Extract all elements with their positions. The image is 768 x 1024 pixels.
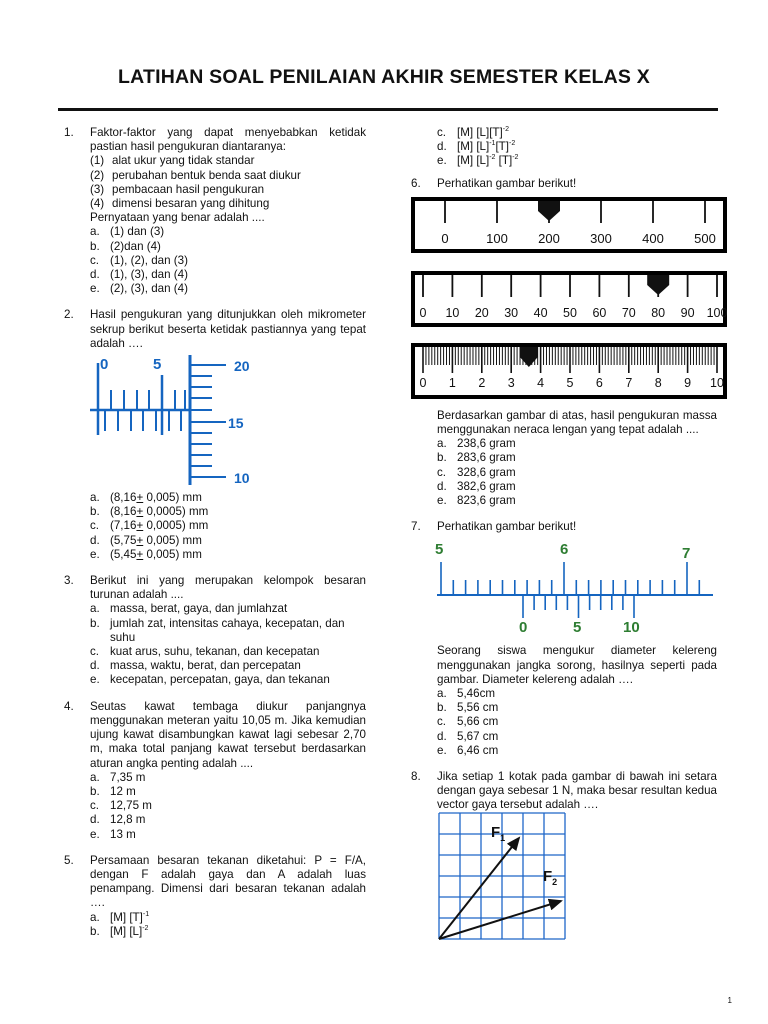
option-a: a. 7,35 m [90,770,146,784]
vector-f1-label: $F_1$ [491,823,506,843]
option-e: e. 6,46 cm [437,743,499,757]
option-e: e. kecepatan, percepatan, gaya, dan tekanan [90,673,330,687]
scale-label: 200 [538,230,560,246]
option-b: b. (2)dan (4) [90,239,161,253]
scale-label: 0 [419,305,427,320]
option-c: c. (7,16+ 0,0005) mm [90,519,209,533]
main-scale-label: 7 [682,545,691,563]
question-stem: Hasil pengukuran yang ditunjukkan oleh mikrometer sekrup berikut beserta ketidak pastiannya yang tepat adalah …. [90,308,366,350]
option-e: e. (2), (3), dan (4) [90,282,188,296]
question-stem: Jika setiap 1 kotak pada gambar di bawah ini setara dengan gaya sebesar 1 N, maka besar resultan kedua vector gaya tersebut adalah …. [437,770,717,812]
option-list [437,437,717,508]
scale-label: 20 [474,305,489,320]
question-8 [411,770,717,947]
question-number: 2. [64,308,74,322]
option-a: a. (1) dan (3) [90,225,165,239]
option-c: c. kuat arus, suhu, tekanan, dan kecepatan [90,645,320,659]
scale-label: 70 [621,305,636,320]
option-c: c. (1), (2), dan (3) [90,253,188,267]
left-column [64,126,366,951]
scale-label: 10 [445,305,460,320]
beam-scale-3 [411,343,727,399]
option-list [90,602,366,687]
statement-list [90,154,366,211]
scale-label: 0 [441,230,449,246]
option-list [437,687,717,758]
scale-label: 7 [625,375,633,390]
option-d: d. 382,6 gram [437,479,516,493]
statement: (2) perubahan bentuk benda saat diukur [90,168,301,182]
scale-label: 2 [478,375,486,390]
vector-f2-arrow [439,901,561,939]
question-2 [64,308,366,562]
option-list [90,491,366,562]
option-a: a. 5,46cm [437,687,496,701]
sleeve-label: 5 [153,356,162,374]
question-4 [64,700,366,842]
micrometer-figure [90,355,270,485]
triple-beam-balance-figure [411,195,729,403]
question-number: 6. [411,176,421,190]
main-scale-label: 6 [560,541,569,559]
vernier-scale [523,595,634,618]
question-7 [411,520,717,758]
question-number: 7. [411,520,421,534]
option-b: b. [M] $[L]^{-2}$ [90,924,149,938]
scale-label: 8 [654,375,662,390]
scale-label: 10 [710,375,724,390]
scale-label: 0 [419,375,427,390]
option-c: c. 12,75 m [90,799,152,813]
option-c: c. 328,6 gram [437,465,516,479]
vernier-caliper-figure [437,538,717,638]
question-stem: Persamaan besaran tekanan diketahui: P = F/A, dengan F adalah gaya dan A adalah luas penampang. Dimensi dari besaran tekanan adalah …. [90,853,366,910]
scale-label: 3 [507,375,515,390]
beam-scale-1 [411,197,727,253]
scale-label: 40 [533,305,548,320]
question-6 [411,176,728,509]
scale-label: 5 [566,375,574,390]
option-d: d. 12,8 m [90,813,146,827]
page-title: LATIHAN SOAL PENILAIAN AKHIR SEMESTER KELAS X [118,66,650,88]
scale-label: 100 [486,230,508,246]
question-stem: Faktor-faktor yang dapat menyebabkan ketidak pastian hasil pengukuran diantaranya: [90,126,366,154]
main-scale [441,562,699,595]
vernier-scale-label: 0 [519,619,528,637]
question-1 [64,126,366,296]
question-stem: Seutas kawat tembaga diukur panjangnya menggunakan meteran yaitu 10,05 m. Jika kemudian ujung kawat disambungkan kawat lagi sebesar 2,70 m, maka total panjang kawat tersebut berdasarkan aturan angka penting adalah .... [90,699,366,770]
scale-label: 60 [592,305,607,320]
option-c: c. [M] $[L][T]^{-2}$ [437,126,509,139]
vernier-scale-label: 10 [623,619,640,637]
thimble-label: 15 [228,415,244,432]
vernier-scale-label: 5 [573,619,582,637]
scale-label: 80 [651,305,666,320]
option-c: c. 5,66 cm [437,715,499,729]
question-number: 8. [411,770,421,784]
force-vector-grid-figure [437,817,577,947]
question-prompt: Pernyataan yang benar adalah .... [90,211,265,225]
option-b: b. jumlah zat, intensitas cahaya, kecepatan, dan suhu [90,616,345,644]
option-d: d. (1), (3), dan (4) [90,268,188,282]
option-list [90,911,366,939]
option-b: b. 283,6 gram [437,451,516,465]
page-number: 1 [727,996,732,1005]
vector-f2-label: $F_2$ [543,867,558,887]
main-scale-label: 5 [435,541,444,559]
question-prompt: Berdasarkan gambar di atas, hasil pengukuran massa menggunakan neraca lengan yang tepat adalah .... [437,408,717,437]
title-rule [58,108,718,111]
option-d: d. 5,67 cm [437,729,499,743]
option-e: e. 13 m [90,827,136,841]
sleeve-label: 0 [100,356,109,374]
option-d: d. (5,75+ 0,005) mm [90,533,202,547]
right-column [411,126,728,959]
option-b: b. 12 m [90,784,136,798]
statement: (3) pembacaan hasil pengukuran [90,182,265,196]
question-stem: Perhatikan gambar berikut! [437,520,577,534]
option-b: b. 5,56 cm [437,701,499,715]
option-a: a. (8,16+ 0,005) mm [90,491,202,505]
option-d: d. [M] $[L]^{-1}[T]^{-2}$ [437,140,516,154]
statement: (4) dimensi besaran yang dihitung [90,197,270,211]
scale-label: 30 [504,305,519,320]
thimble-label: 20 [234,358,250,375]
option-a: a. 238,6 gram [437,437,516,451]
scale-label: 1 [448,375,456,390]
option-e: e. (5,45+ 0,005) mm [90,547,202,561]
scale-label: 500 [694,230,716,246]
question-stem: Berikut ini yang merupakan kelompok besaran turunan adalah .... [90,574,366,602]
question-3 [64,574,366,688]
vector-f1-arrow [439,838,519,939]
question-prompt: Seorang siswa mengukur diameter kelereng menggunakan jangka sorong, hasilnya seperti pada gambar. Diameter kelereng adalah …. [437,644,717,686]
sleeve-scale [90,356,190,435]
scale-label: 9 [684,375,692,390]
scale-label: 50 [563,305,577,320]
option-b: b. (8,16+ 0,0005) mm [90,505,209,519]
option-e: e. [M] $[L]^{-2}$ $[T]^{-2}$ [437,154,519,168]
question-number: 1. [64,126,74,139]
option-a: a. [M] $[T]^{-1}$ [90,910,150,924]
question-5 [64,854,366,939]
option-list [90,225,366,296]
thimble-label: 10 [234,470,250,487]
thimble-scale [190,355,250,486]
option-list [437,126,717,169]
question-number: 5. [64,853,74,867]
scale-label: 300 [590,230,612,246]
question-5-continued [411,126,717,169]
question-stem: Perhatikan gambar berikut! [437,176,577,190]
question-number: 3. [64,574,74,588]
option-e: e. 823,6 gram [437,494,516,508]
option-d: d. massa, waktu, berat, dan percepatan [90,659,301,673]
scale-label: 100 [706,305,728,320]
statement: (1) alat ukur yang tidak standar [90,154,255,168]
scale-label: 400 [642,230,664,246]
question-number: 4. [64,699,74,713]
beam-scale-2 [411,271,727,327]
scale-label: 6 [595,375,603,390]
option-list [90,771,366,842]
option-a: a. massa, berat, gaya, dan jumlahzat [90,602,288,616]
scale-label: 90 [680,305,695,320]
scale-label: 4 [537,375,545,390]
